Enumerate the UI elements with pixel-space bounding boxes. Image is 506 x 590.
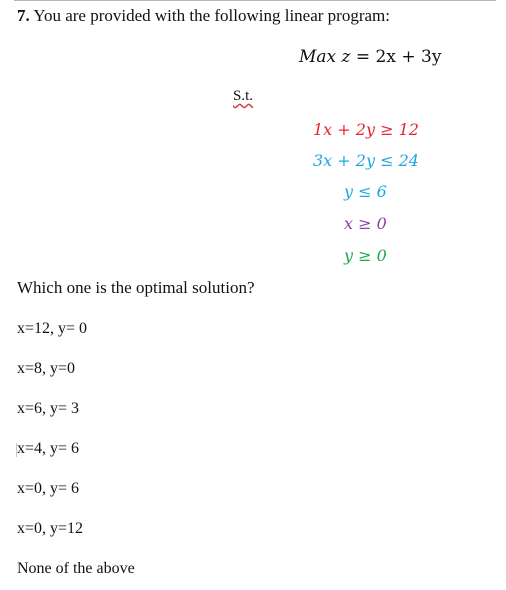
constraint-1: 1x + 2y ≥ 12: [313, 120, 419, 139]
question-heading: [17, 6, 390, 26]
answer-option-2[interactable]: x=8, y=0: [17, 360, 76, 377]
objective-function: [299, 47, 441, 67]
answer-option-6[interactable]: x=0, y=12: [17, 520, 84, 537]
top-divider: [14, 0, 496, 1]
constraint-3: y ≤ 6: [344, 182, 387, 201]
question-text: You are provided with the following linear program:: [29, 6, 390, 25]
answer-option-1[interactable]: x=12, y= 0: [17, 320, 88, 337]
answer-option-4[interactable]: x=4, y= 6: [17, 440, 80, 457]
constraint-2: 3x + 2y ≤ 24: [313, 151, 419, 170]
objective-rhs: = 2x + 3y: [350, 47, 442, 67]
constraint-5: y ≥ 0: [344, 246, 387, 265]
answer-option-7[interactable]: None of the above: [17, 560, 135, 577]
constraint-4: x ≥ 0: [344, 214, 387, 233]
question-number: 7.: [17, 6, 30, 25]
answer-option-5[interactable]: x=0, y= 6: [17, 480, 80, 497]
question-prompt: Which one is the optimal solution?: [17, 278, 255, 297]
subject-to-label: S.t.: [233, 88, 254, 104]
answer-option-3[interactable]: x=6, y= 3: [17, 400, 80, 417]
objective-lhs: Max z: [299, 47, 351, 67]
